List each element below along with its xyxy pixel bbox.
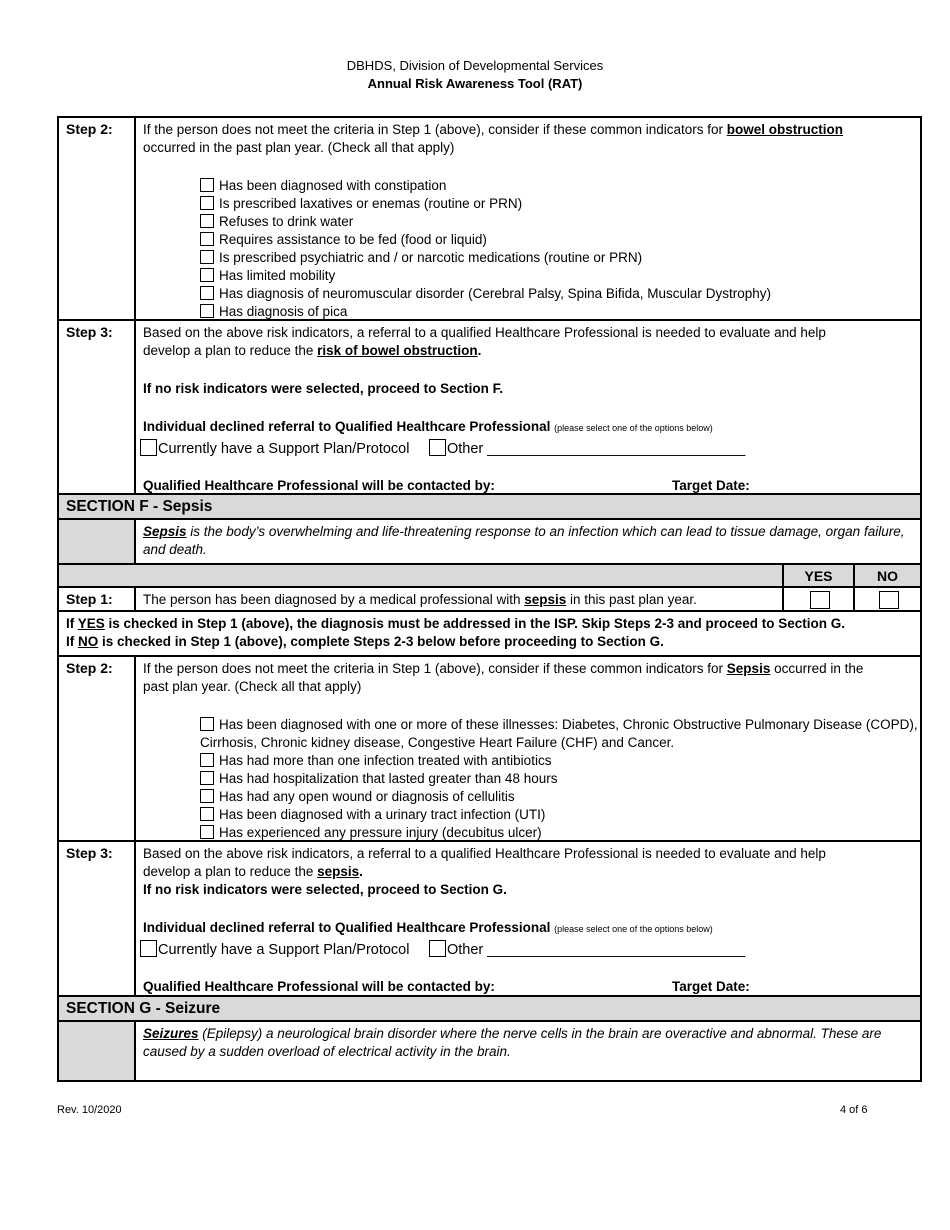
revision-label: Rev. 10/2020 [57, 1104, 122, 1116]
step-label: Step 2: [59, 657, 136, 840]
section-f-definition-row [59, 520, 920, 565]
checkbox[interactable] [200, 771, 214, 785]
checkbox[interactable] [140, 439, 157, 456]
form-table [57, 116, 922, 1082]
sepsis-step2-intro: If the person does not meet the criteria in Step 1 (above), consider if these common indicators for Sepsis occurred in the [143, 661, 864, 676]
sepsis-step1-row [59, 588, 920, 612]
bowel-option-1[interactable]: Currently have a Support Plan/Protocol [140, 439, 409, 458]
checkbox[interactable] [140, 940, 157, 957]
step-label: Step 2: [59, 118, 136, 319]
checkbox[interactable] [200, 232, 214, 246]
sepsis-step2-row [59, 657, 920, 842]
header-org: DBHDS, Division of Developmental Services [346, 58, 604, 73]
seizure-definition: Seizures (Epilepsy) a neurological brain disorder where the nerve cells in the brain are overactive and abnormal. These are caused by a sudden overload of electrical activity in the brain. [143, 1026, 882, 1059]
yes-no-header-row [59, 565, 920, 588]
list-item[interactable]: Has diagnosis of pica [200, 303, 920, 321]
bowel-step3-row [59, 321, 920, 495]
bowel-indicator-list [200, 177, 920, 321]
checkbox[interactable] [200, 807, 214, 821]
list-item[interactable]: Requires assistance to be fed (food or liquid) [200, 231, 920, 249]
checkbox[interactable] [200, 286, 214, 300]
sepsis-definition: Sepsis is the body’s overwhelming and life-threatening response to an infection which can lead to tissue damage, organ failure, and death. [143, 524, 905, 557]
list-item[interactable]: Has been diagnosed with one or more of these illnesses: Diabetes, Chronic Obstructive Pulmonary Disease (COPD), [200, 716, 920, 734]
list-item[interactable]: Has diagnosis of neuromuscular disorder (Cerebral Palsy, Spina Bifida, Muscular Dystrophy) [200, 285, 920, 303]
yes-column-header: YES [782, 565, 853, 586]
list-item[interactable]: Has experienced any pressure injury (decubitus ulcer) [200, 824, 920, 842]
sepsis-option-1[interactable]: Currently have a Support Plan/Protocol [140, 940, 409, 959]
bowel-target-date-label: Target Date: [672, 478, 750, 493]
sepsis-step1-text: The person has been diagnosed by a medical professional with sepsis in this past plan year. [143, 592, 697, 607]
list-item[interactable]: Has had any open wound or diagnosis of cellulitis [200, 788, 920, 806]
checkbox[interactable] [200, 196, 214, 210]
sepsis-step3-line1: Based on the above risk indicators, a referral to a qualified Healthcare Professional is needed to evaluate and help [143, 846, 826, 861]
sepsis-proceed-note: If no risk indicators were selected, proceed to Section G. [143, 882, 507, 897]
step-label: Step 3: [59, 842, 136, 995]
page-number: 4 of 6 [840, 1104, 868, 1116]
step-label: Step 1: [59, 588, 136, 610]
list-item-continuation: Cirrhosis, Chronic kidney disease, Congestive Heart Failure (CHF) and Cancer. [200, 735, 675, 750]
list-item[interactable]: Has had hospitalization that lasted greater than 48 hours [200, 770, 920, 788]
sepsis-option-2[interactable]: Other ________________________________ [429, 940, 745, 959]
checkbox[interactable] [200, 304, 214, 318]
yes-checkbox[interactable] [810, 591, 830, 609]
section-f-header: SECTION F - Sepsis [59, 495, 920, 520]
checkbox[interactable] [200, 789, 214, 803]
no-instruction: If NO is checked in Step 1 (above), complete Steps 2-3 below before proceeding to Section G. [66, 634, 664, 649]
bowel-step3-line1: Based on the above risk indicators, a referral to a qualified Healthcare Professional is needed to evaluate and help [143, 325, 826, 340]
list-item[interactable]: Has had more than one infection treated with antibiotics [200, 752, 920, 770]
bowel-proceed-note: If no risk indicators were selected, proceed to Section F. [143, 381, 504, 396]
bowel-step2-content [136, 118, 920, 319]
list-item[interactable]: Is prescribed psychiatric and / or narcotic medications (routine or PRN) [200, 249, 920, 267]
section-g-header: SECTION G - Seizure [59, 997, 920, 1022]
bowel-step2-intro: If the person does not meet the criteria in Step 1 (above), consider if these common indicators for bowel obstruction [143, 122, 844, 137]
sepsis-instructions [59, 612, 920, 657]
list-item[interactable]: Has been diagnosed with a urinary tract infection (UTI) [200, 806, 920, 824]
list-item[interactable]: Has been diagnosed with constipation [200, 177, 920, 195]
list-item[interactable]: Refuses to drink water [200, 213, 920, 231]
section-g-definition-row [59, 1022, 920, 1080]
label-cell [59, 1022, 136, 1080]
bowel-option-2[interactable]: Other ________________________________ [429, 439, 745, 458]
checkbox[interactable] [200, 268, 214, 282]
label-cell [59, 520, 136, 563]
sepsis-step3-row [59, 842, 920, 997]
document-title: Annual Risk Awareness Tool (RAT) [367, 76, 583, 91]
step-label: Step 3: [59, 321, 136, 493]
sepsis-target-date-label: Target Date: [672, 979, 750, 994]
list-item[interactable]: Is prescribed laxatives or enemas (routine or PRN) [200, 195, 920, 213]
no-cell [853, 588, 920, 610]
yes-cell [782, 588, 853, 610]
no-checkbox[interactable] [879, 591, 899, 609]
checkbox[interactable] [429, 940, 446, 957]
checkbox[interactable] [200, 753, 214, 767]
sepsis-indicator-list [200, 716, 920, 842]
bowel-step2-intro-2: occurred in the past plan year. (Check all that apply) [143, 140, 455, 155]
bowel-step3-content [136, 321, 920, 493]
sepsis-declined-line: Individual declined referral to Qualified Healthcare Professional (please select one of the options below) [143, 920, 713, 935]
checkbox[interactable] [200, 250, 214, 264]
sepsis-step3-line2: develop a plan to reduce the sepsis. [143, 864, 363, 879]
sepsis-step2-content [136, 657, 920, 840]
yes-instruction: If YES is checked in Step 1 (above), the diagnosis must be addressed in the ISP. Skip Steps 2-3 and proceed to Section G. [66, 616, 845, 631]
list-item[interactable]: Has limited mobility [200, 267, 920, 285]
bowel-declined-line: Individual declined referral to Qualified Healthcare Professional (please select one of the options below) [143, 419, 713, 434]
checkbox[interactable] [429, 439, 446, 456]
bowel-contact-label: Qualified Healthcare Professional will be contacted by: [143, 478, 495, 493]
no-column-header: NO [853, 565, 920, 586]
sepsis-contact-label: Qualified Healthcare Professional will be contacted by: [143, 979, 495, 994]
checkbox[interactable] [200, 825, 214, 839]
checkbox[interactable] [200, 178, 214, 192]
bowel-step2-row [59, 118, 920, 321]
bowel-step3-line2: develop a plan to reduce the risk of bowel obstruction. [143, 343, 482, 358]
checkbox[interactable] [200, 214, 214, 228]
checkbox[interactable] [200, 717, 214, 731]
sepsis-step3-content [136, 842, 920, 995]
sepsis-step2-intro-2: past plan year. (Check all that apply) [143, 679, 362, 694]
